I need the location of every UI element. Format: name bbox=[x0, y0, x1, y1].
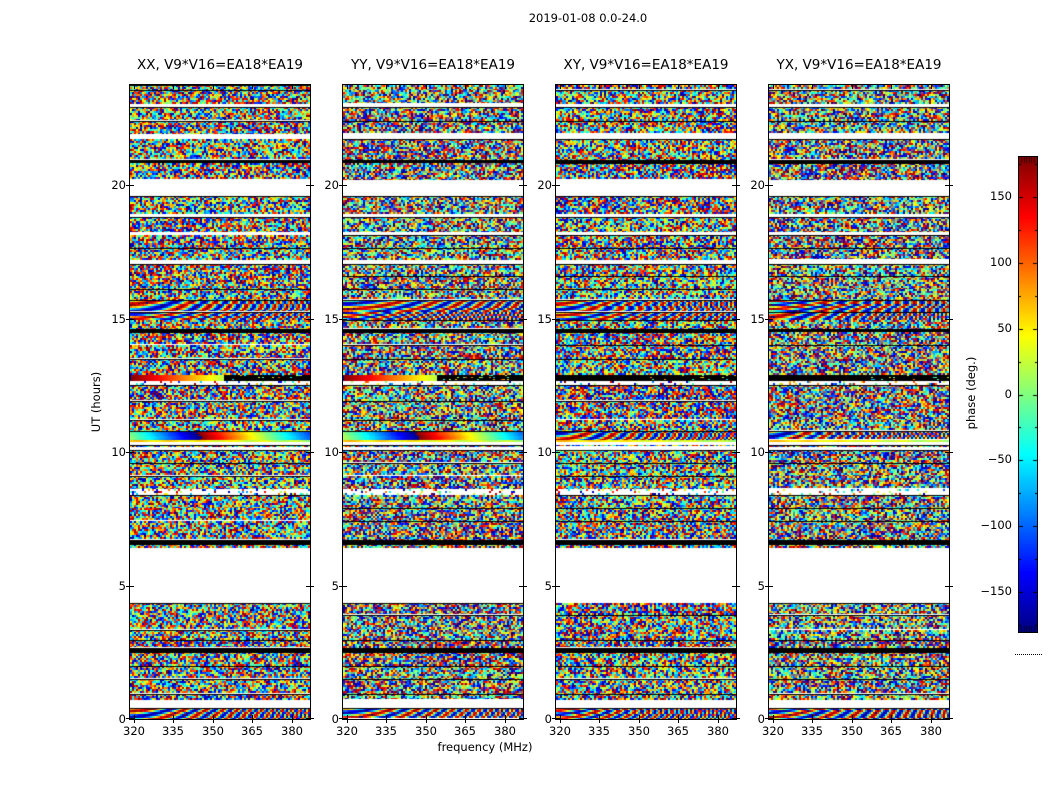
x-tick-mark bbox=[505, 85, 506, 89]
y-tick-mark bbox=[552, 452, 560, 453]
colorbar-tick-label: −100 bbox=[980, 518, 1012, 532]
colorbar-label: phase (deg.) bbox=[964, 356, 978, 430]
panel-XY bbox=[555, 84, 737, 720]
colorbar-tick-label: −50 bbox=[987, 452, 1012, 466]
colorbar-tick-label: 50 bbox=[997, 321, 1012, 335]
x-tick-label: 335 bbox=[801, 724, 823, 738]
y-tick-label: 0 bbox=[544, 712, 552, 726]
y-tick-mark bbox=[552, 319, 560, 320]
x-tick-label: 365 bbox=[667, 724, 689, 738]
x-axis-label: frequency (MHz) bbox=[437, 740, 533, 754]
y-tick-label: 15 bbox=[111, 311, 126, 326]
x-tick-mark bbox=[292, 85, 293, 89]
colorbar-underline bbox=[1015, 654, 1042, 655]
y-tick-label: 20 bbox=[324, 178, 339, 193]
x-tick-mark bbox=[252, 715, 253, 723]
x-tick-mark bbox=[465, 85, 466, 89]
x-tick-label: 320 bbox=[336, 724, 358, 738]
x-tick-label: 365 bbox=[454, 724, 476, 738]
y-tick-mark bbox=[552, 718, 560, 719]
x-tick-mark bbox=[465, 715, 466, 723]
x-tick-mark bbox=[599, 715, 600, 723]
x-tick-label: 350 bbox=[415, 724, 437, 738]
panel-title-YX: YX, V9*V16=EA18*EA19 bbox=[776, 57, 942, 73]
y-tick-label: 15 bbox=[750, 311, 765, 326]
y-tick-label: 20 bbox=[111, 178, 126, 193]
x-tick-mark bbox=[213, 85, 214, 89]
y-tick-label: 5 bbox=[118, 578, 126, 593]
y-tick-mark bbox=[765, 319, 773, 320]
y-tick-mark bbox=[126, 586, 134, 587]
y-tick-mark bbox=[552, 185, 560, 186]
panel-title-XX: XX, V9*V16=EA18*EA19 bbox=[136, 57, 303, 73]
x-tick-mark bbox=[173, 85, 174, 89]
x-tick-mark bbox=[252, 85, 253, 89]
heatmap-canvas-XY bbox=[556, 85, 736, 719]
x-tick-mark bbox=[812, 85, 813, 89]
x-tick-mark bbox=[891, 85, 892, 89]
x-tick-label: 380 bbox=[707, 724, 729, 738]
colorbar-tick-label: 0 bbox=[1004, 387, 1012, 401]
y-tick-mark bbox=[126, 452, 134, 453]
y-tick-label: 15 bbox=[324, 311, 339, 326]
y-axis-label: UT (hours) bbox=[89, 371, 103, 433]
heatmap-canvas-YX bbox=[769, 85, 949, 719]
x-tick-label: 320 bbox=[123, 724, 145, 738]
y-tick-label: 20 bbox=[750, 178, 765, 193]
x-tick-label: 335 bbox=[162, 724, 184, 738]
x-tick-label: 380 bbox=[281, 724, 303, 738]
y-tick-mark bbox=[945, 185, 953, 186]
x-tick-mark bbox=[560, 85, 561, 89]
x-tick-mark bbox=[678, 715, 679, 723]
y-tick-label: 20 bbox=[537, 178, 552, 193]
x-tick-mark bbox=[852, 715, 853, 723]
y-tick-mark bbox=[945, 319, 953, 320]
y-tick-label: 5 bbox=[757, 578, 765, 593]
figure-title: 2019-01-08 0.0-24.0 bbox=[528, 11, 648, 25]
y-tick-mark bbox=[126, 718, 134, 719]
y-tick-mark bbox=[339, 185, 347, 186]
x-tick-mark bbox=[505, 715, 506, 723]
y-tick-label: 0 bbox=[118, 712, 126, 726]
y-tick-mark bbox=[765, 586, 773, 587]
x-tick-mark bbox=[773, 715, 774, 723]
x-tick-label: 320 bbox=[549, 724, 571, 738]
heatmap-canvas-XX bbox=[130, 85, 310, 719]
heatmap-canvas-YY bbox=[343, 85, 523, 719]
x-tick-label: 335 bbox=[375, 724, 397, 738]
colorbar-tick-label: 150 bbox=[990, 189, 1012, 203]
x-tick-mark bbox=[639, 85, 640, 89]
x-tick-mark bbox=[213, 715, 214, 723]
x-tick-mark bbox=[931, 85, 932, 89]
y-tick-mark bbox=[126, 319, 134, 320]
panel-YX bbox=[768, 84, 950, 720]
y-tick-mark bbox=[339, 586, 347, 587]
x-tick-mark bbox=[386, 85, 387, 89]
y-tick-mark bbox=[945, 718, 953, 719]
x-tick-mark bbox=[599, 85, 600, 89]
y-tick-label: 0 bbox=[757, 712, 765, 726]
x-tick-mark bbox=[292, 715, 293, 723]
y-tick-mark bbox=[765, 452, 773, 453]
y-tick-mark bbox=[339, 452, 347, 453]
y-tick-label: 0 bbox=[331, 712, 339, 726]
y-tick-label: 5 bbox=[331, 578, 339, 593]
y-tick-mark bbox=[552, 586, 560, 587]
y-tick-mark bbox=[945, 586, 953, 587]
x-tick-label: 335 bbox=[588, 724, 610, 738]
x-tick-mark bbox=[173, 715, 174, 723]
x-tick-label: 365 bbox=[880, 724, 902, 738]
y-tick-label: 10 bbox=[111, 445, 126, 460]
y-tick-label: 10 bbox=[537, 445, 552, 460]
colorbar-tick-label: 100 bbox=[990, 255, 1012, 269]
x-tick-label: 350 bbox=[202, 724, 224, 738]
y-tick-mark bbox=[765, 718, 773, 719]
x-tick-mark bbox=[134, 85, 135, 89]
y-tick-mark bbox=[945, 452, 953, 453]
x-tick-mark bbox=[718, 85, 719, 89]
x-tick-label: 350 bbox=[628, 724, 650, 738]
x-tick-mark bbox=[891, 715, 892, 723]
y-tick-mark bbox=[126, 185, 134, 186]
x-tick-mark bbox=[560, 715, 561, 723]
x-tick-mark bbox=[773, 85, 774, 89]
colorbar-gradient bbox=[1019, 157, 1037, 632]
x-tick-label: 380 bbox=[494, 724, 516, 738]
x-tick-mark bbox=[852, 85, 853, 89]
panel-title-YY: YY, V9*V16=EA18*EA19 bbox=[350, 57, 515, 73]
panel-YY bbox=[342, 84, 524, 720]
panel-title-XY: XY, V9*V16=EA18*EA19 bbox=[563, 57, 729, 73]
colorbar bbox=[1018, 156, 1038, 633]
x-tick-mark bbox=[931, 715, 932, 723]
x-tick-mark bbox=[426, 85, 427, 89]
x-tick-label: 380 bbox=[920, 724, 942, 738]
x-tick-mark bbox=[678, 85, 679, 89]
x-tick-mark bbox=[347, 85, 348, 89]
y-tick-label: 15 bbox=[537, 311, 552, 326]
x-tick-mark bbox=[812, 715, 813, 723]
x-tick-mark bbox=[347, 715, 348, 723]
panel-XX bbox=[129, 84, 311, 720]
colorbar-tick-label: −150 bbox=[980, 584, 1012, 598]
y-tick-label: 5 bbox=[544, 578, 552, 593]
y-tick-mark bbox=[765, 185, 773, 186]
y-tick-label: 10 bbox=[324, 445, 339, 460]
x-tick-label: 320 bbox=[762, 724, 784, 738]
x-tick-mark bbox=[639, 715, 640, 723]
x-tick-label: 350 bbox=[841, 724, 863, 738]
y-tick-mark bbox=[339, 319, 347, 320]
x-tick-mark bbox=[386, 715, 387, 723]
y-tick-label: 10 bbox=[750, 445, 765, 460]
x-tick-mark bbox=[426, 715, 427, 723]
x-tick-mark bbox=[134, 715, 135, 723]
y-tick-mark bbox=[339, 718, 347, 719]
x-tick-label: 365 bbox=[241, 724, 263, 738]
x-tick-mark bbox=[718, 715, 719, 723]
